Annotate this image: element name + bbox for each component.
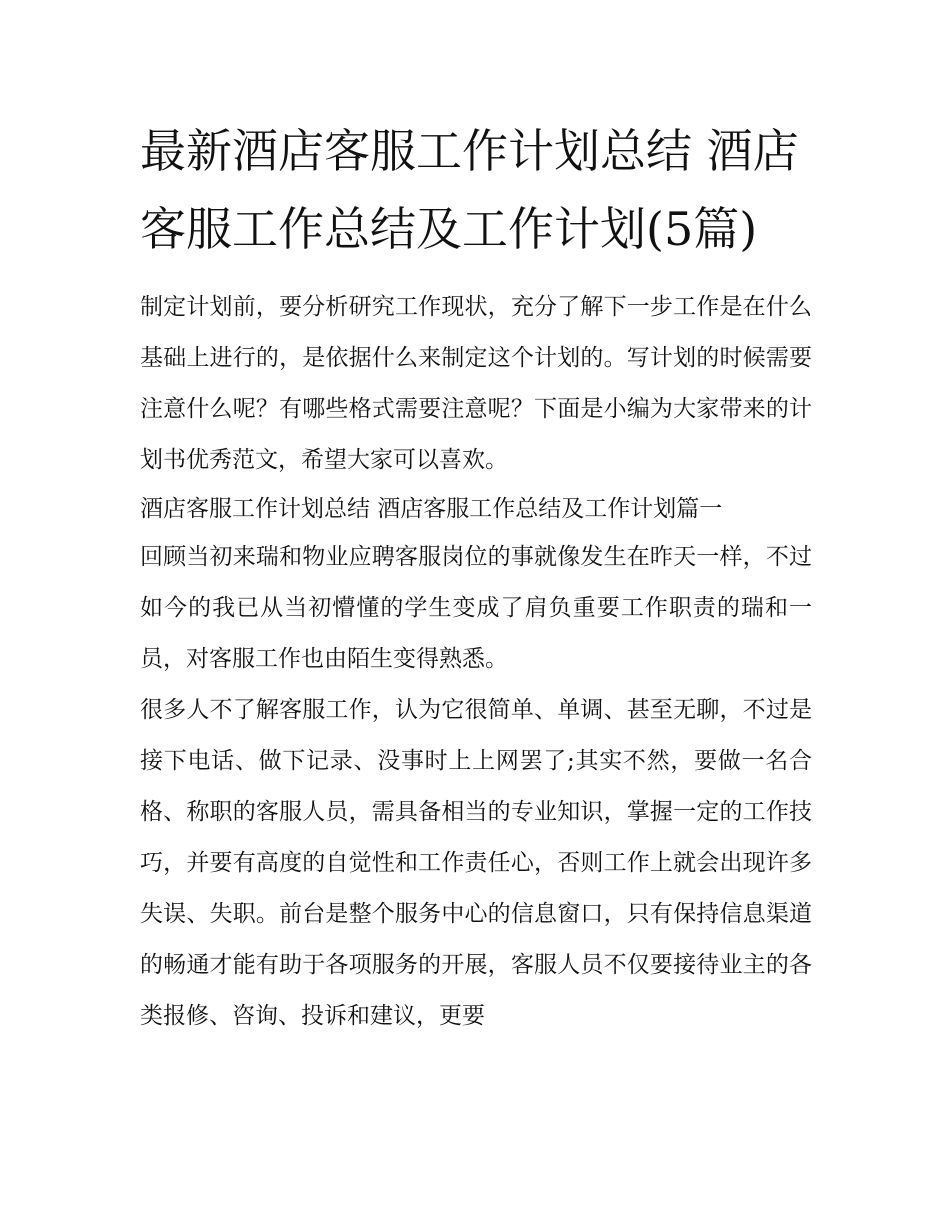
intro-paragraph: 制定计划前，要分析研究工作现状，充分了解下一步工作是在什么基础上进行的，是依据什么来制定这个计划的。写计划的时候需要注意什么呢？有哪些格式需要注意呢？下面是小编为大家带来的计划书优秀范文，希望大家可以喜欢。	[140, 294, 812, 473]
document-page	[140, 112, 812, 1042]
body-paragraph-2: 很多人不了解客服工作，认为它很简单、单调、甚至无聊，不过是接下电话、做下记录、没事时上上网罢了;其实不然，要做一名合格、称职的客服人员，需具备相当的专业知识，掌握一定的工作技巧，并要有高度的自觉性和工作责任心，否则工作上就会出现许多失误、失职。前台是整个服务中心的信息窗口，只有保持信息渠道的畅通才能有助于各项服务的开展，客服人员不仅要接待业主的各类报修、咨询、投诉和建议，更要	[140, 697, 812, 1029]
body-paragraph-1: 回顾当初来瑞和物业应聘客服岗位的事就像发生在昨天一样，不过如今的我已从当初懵懂的学生变成了肩负重要工作职责的瑞和一员，对客服工作也由陌生变得熟悉。	[140, 544, 812, 672]
section-heading: 酒店客服工作计划总结 酒店客服工作总结及工作计划篇一	[140, 496, 723, 522]
document-title: 最新酒店客服工作计划总结 酒店客服工作总结及工作计划(5篇)	[140, 124, 799, 256]
